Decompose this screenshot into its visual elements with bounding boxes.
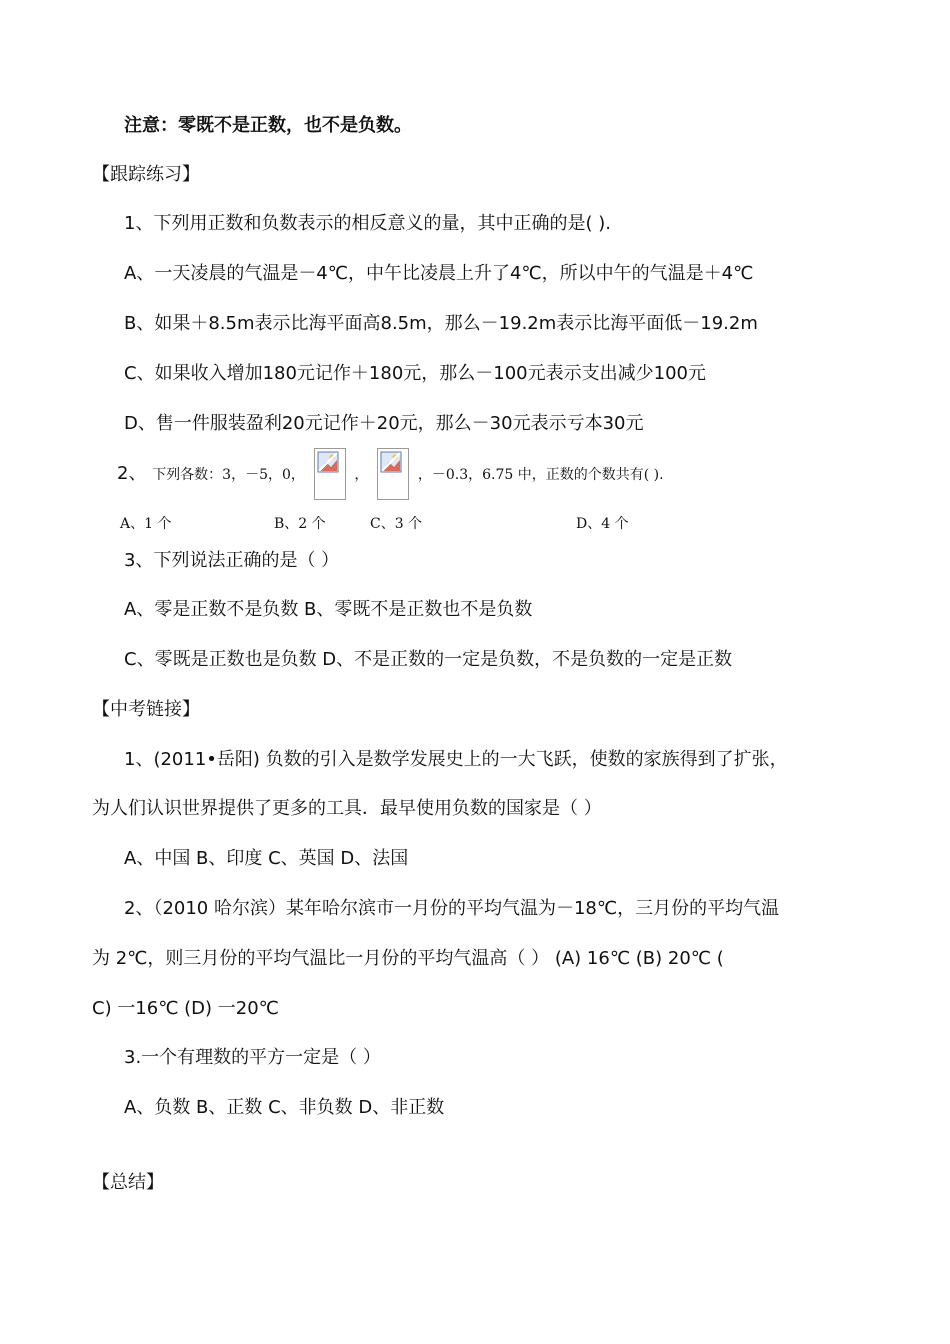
exam-q2-line2: 为 2℃，则三月份的平均气温比一月份的平均气温高（ ） (A) 16℃ (B) 20℃ ( [92, 948, 724, 969]
practice-q3-stem: 3、下列说法正确的是（ ） [124, 550, 340, 571]
practice-q3-options-cd: C、零既是正数也是负数 D、不是正数的一定是负数，不是负数的一定是正数 [124, 649, 733, 670]
exam-q2-line3: C) 一16℃ (D) 一20℃ [92, 998, 279, 1019]
exam-q2-line1: 2、（2010 哈尔滨）某年哈尔滨市一月份的平均气温为－18℃，三月份的平均气温 [124, 898, 780, 919]
practice-header: 【跟踪练习】 [92, 164, 200, 185]
practice-q2-option-d: D、4 个 [576, 516, 629, 532]
practice-q1-option-d: D、售一件服装盈利20元记作＋20元，那么－30元表示亏本30元 [124, 413, 644, 434]
exam-q3-stem: 3.一个有理数的平方一定是（ ） [124, 1047, 381, 1068]
exam-header: 【中考链接】 [92, 699, 200, 720]
exam-q1-line1: 1、(2011•岳阳) 负数的引入是数学发展史上的一大飞跃，使数的家族得到了扩张， [124, 749, 788, 770]
exam-q3-options: A、负数 B、正数 C、非负数 D、非正数 [124, 1097, 445, 1118]
practice-q2-text1: 下列各数：3，－5，0， [152, 467, 305, 483]
practice-q2-option-b: B、2 个 [274, 516, 326, 532]
practice-q1-stem: 1、下列用正数和负数表示的相反意义的量，其中正确的是( ). [124, 213, 611, 234]
practice-q3-options-ab: A、零是正数不是负数 B、零既不是正数也不是负数 [124, 599, 533, 620]
practice-q2-option-a: A、1 个 [120, 516, 172, 532]
practice-q1-option-b: B、如果＋8.5m表示比海平面高8.5m，那么－19.2m表示比海平面低－19.2m [124, 313, 758, 334]
practice-q2-prefix: 2、 [117, 463, 147, 484]
summary-header: 【总结】 [92, 1172, 164, 1193]
broken-image-icon [377, 448, 409, 500]
practice-q2-stem [117, 448, 664, 501]
practice-q2-option-c: C、3 个 [370, 516, 423, 532]
practice-q2-text2: ，－0.3，6.75 中，正数的个数共有( ). [417, 467, 664, 483]
exam-q1-line2: 为人们认识世界提供了更多的工具．最早使用负数的国家是（ ） [92, 798, 602, 819]
practice-q1-option-a: A、一天凌晨的气温是－4℃，中午比凌晨上升了4℃，所以中午的气温是＋4℃ [124, 263, 754, 284]
practice-q2-comma: ， [354, 467, 369, 483]
note-text: 注意：零既不是正数，也不是负数。 [124, 115, 412, 136]
exam-q1-options: A、中国 B、印度 C、英国 D、法国 [124, 848, 409, 869]
practice-q1-option-c: C、如果收入增加180元记作＋180元，那么－100元表示支出减少100元 [124, 363, 706, 384]
broken-image-icon [314, 448, 346, 500]
